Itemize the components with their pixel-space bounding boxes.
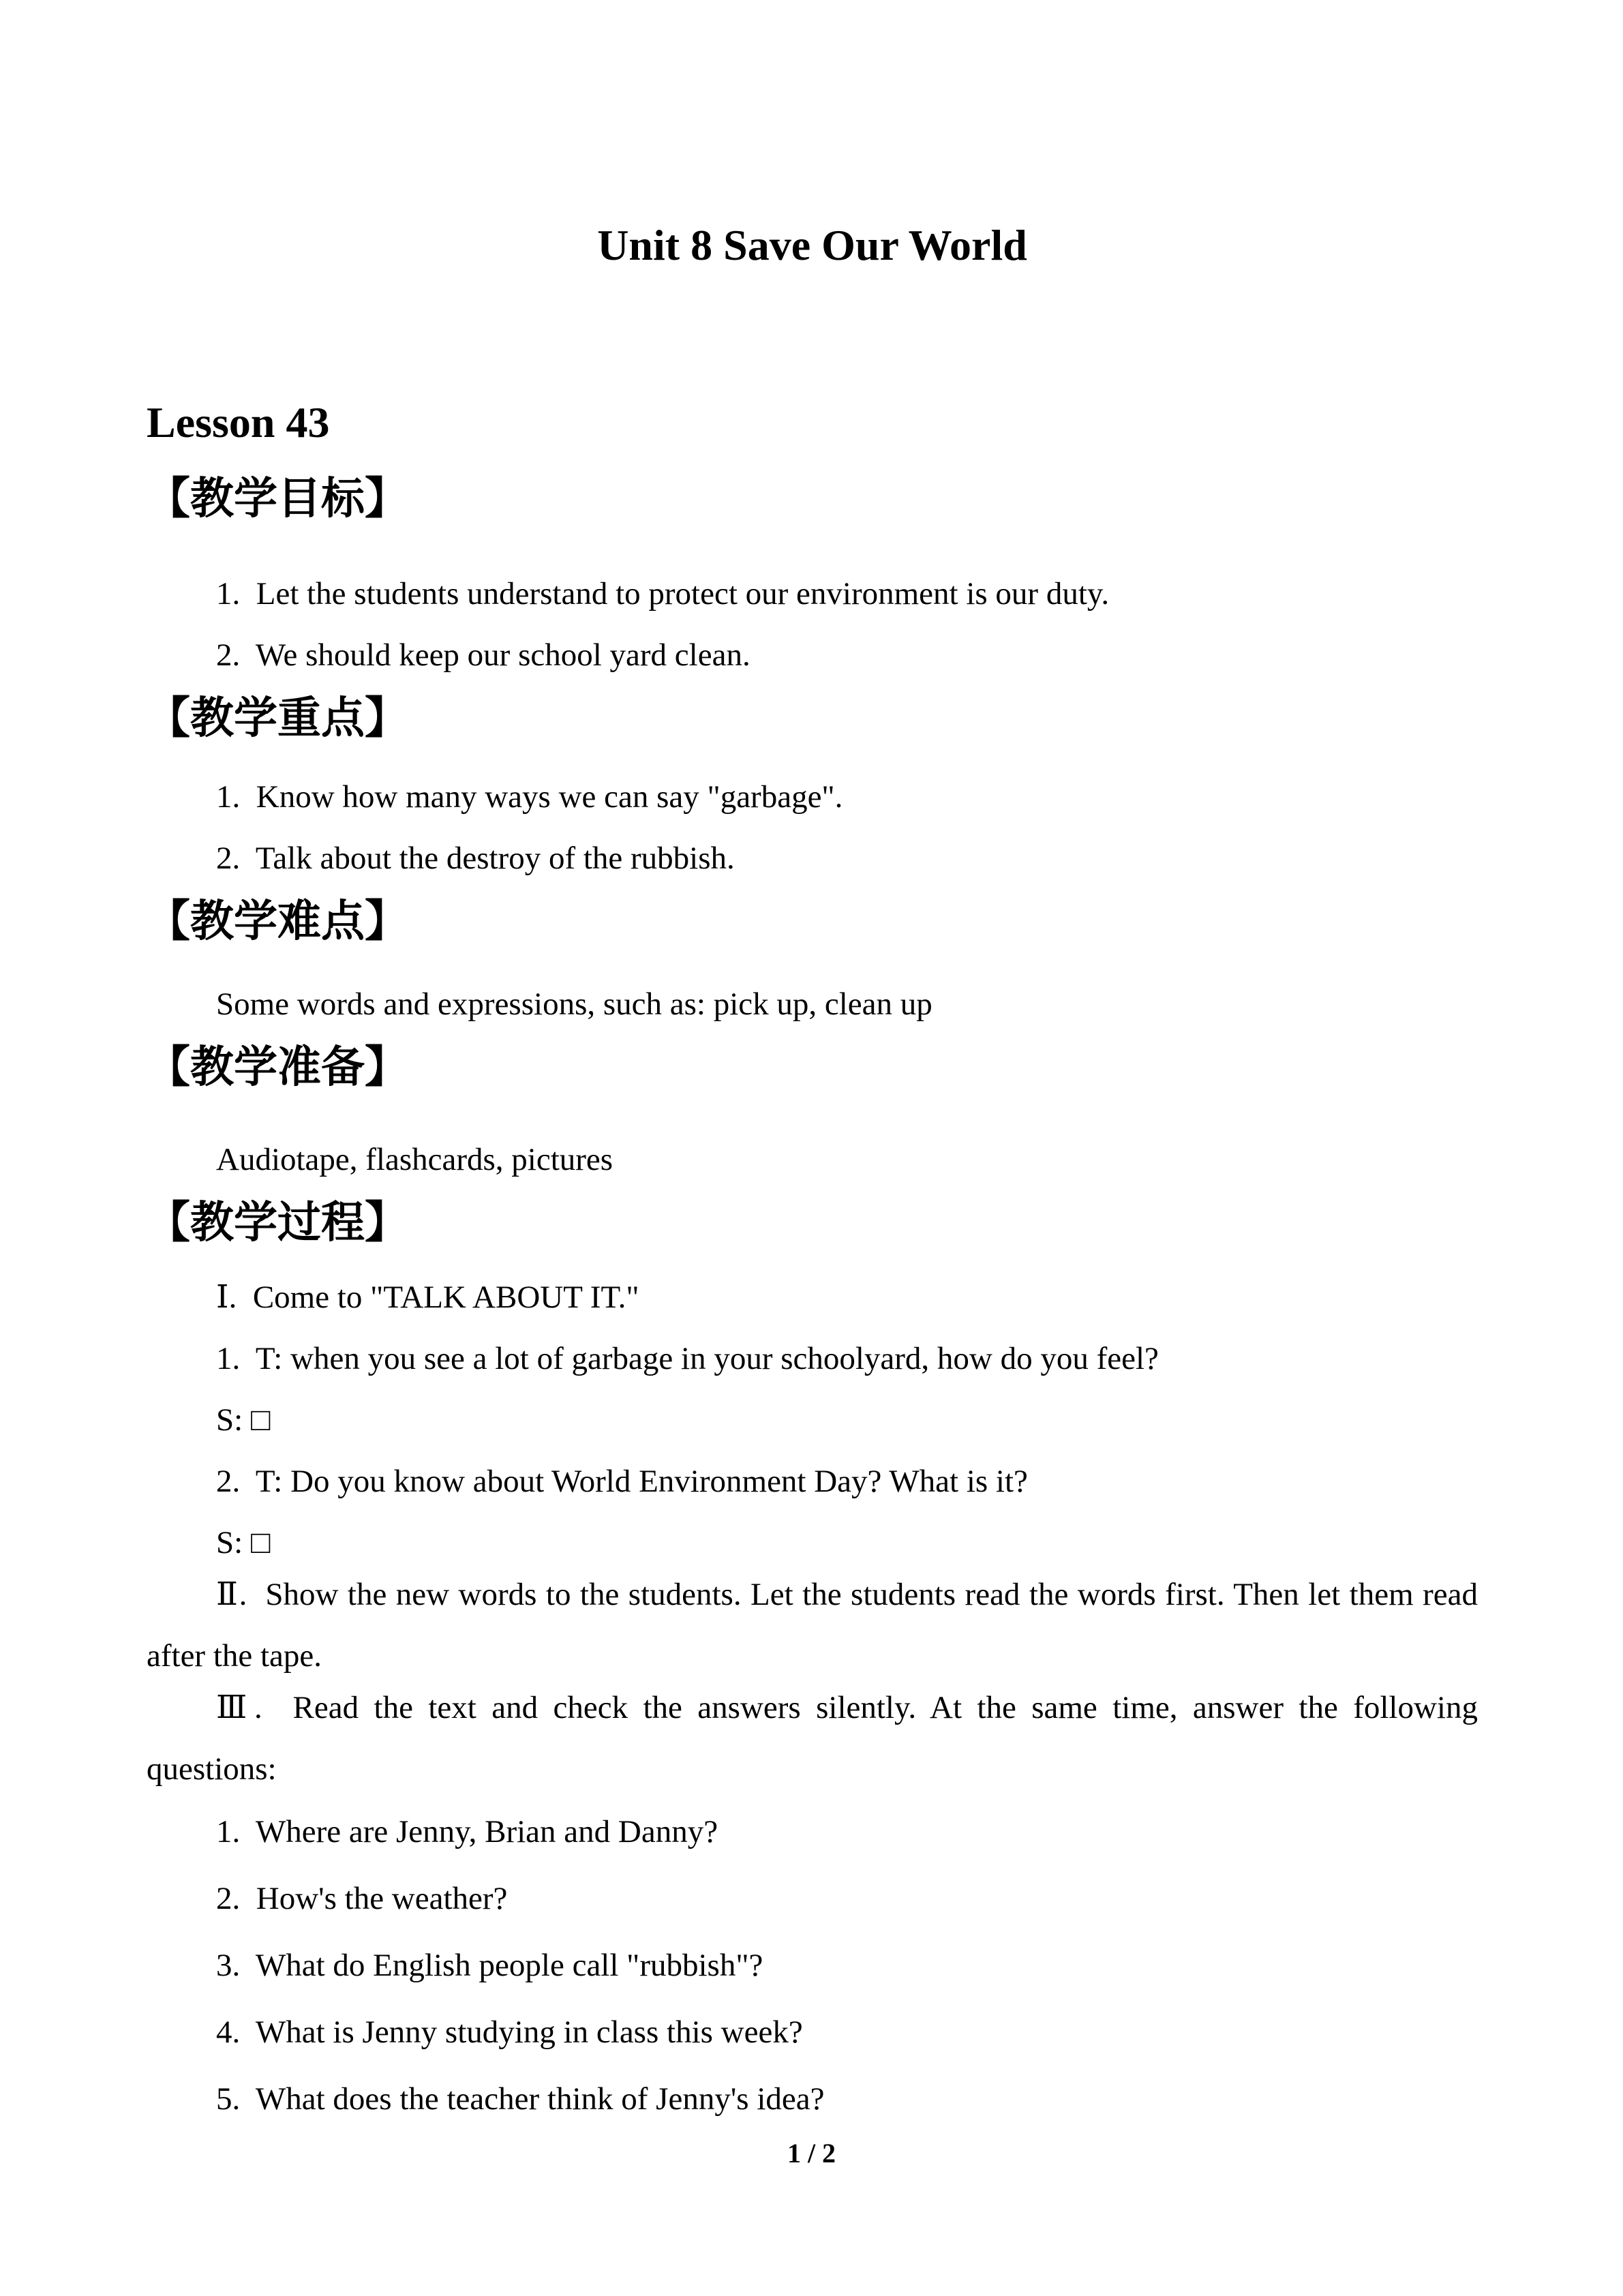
objectives-item-1: 1. Let the students understand to protect our environment is our duty.: [216, 576, 1110, 611]
lesson-heading: Lesson 43: [147, 398, 330, 447]
page-footer: [0, 2136, 1623, 2171]
section-heading-process: 【教学过程】: [147, 1198, 408, 1247]
difficult-points-body: Some words and expressions, such as: pick up, clean up: [216, 986, 932, 1022]
question-item-4: 4. What is Jenny studying in class this week?: [216, 2014, 803, 2050]
document-title: Unit 8 Save Our World: [597, 221, 1027, 269]
key-points-item-2: 2. Talk about the destroy of the rubbish.: [216, 841, 735, 876]
question-item-1: 1. Where are Jenny, Brian and Danny?: [216, 1814, 718, 1849]
process-step-roman-1: Ⅰ. Come to "TALK ABOUT IT.": [216, 1280, 639, 1315]
section-heading-difficult-points: 【教学难点】: [147, 897, 408, 946]
question-item-5: 5. What does the teacher think of Jenny's idea?: [216, 2081, 825, 2117]
page-content: [0, 213, 1623, 2130]
section-heading-objectives: 【教学目标】: [147, 474, 408, 523]
section-heading-preparation: 【教学准备】: [147, 1043, 408, 1091]
process-step-roman-2: Ⅱ. Show the new words to the students. Let the students read the words first. Then let them read after the tape.: [147, 1577, 1486, 1674]
process-teacher-question-2: 2. T: Do you know about World Environment Day? What is it?: [216, 1464, 1028, 1499]
preparation-body: Audiotape, flashcards, pictures: [216, 1142, 613, 1177]
process-step-roman-3: Ⅲ. Read the text and check the answers silently. At the same time, answer the following questions:: [147, 1690, 1486, 1787]
student-answer-placeholder-1: S: □: [216, 1402, 271, 1438]
process-teacher-question-1: 1. T: when you see a lot of garbage in your schoolyard, how do you feel?: [216, 1341, 1159, 1376]
key-points-item-1: 1. Know how many ways we can say "garbage".: [216, 779, 843, 815]
objectives-item-2: 2. We should keep our school yard clean.: [216, 637, 750, 673]
page-number: 1 / 2: [787, 2138, 836, 2169]
question-item-2: 2. How's the weather?: [216, 1881, 508, 1916]
section-heading-key-points: 【教学重点】: [147, 694, 408, 742]
question-item-3: 3. What do English people call "rubbish"?: [216, 1948, 763, 1983]
student-answer-placeholder-2: S: □: [216, 1525, 271, 1560]
